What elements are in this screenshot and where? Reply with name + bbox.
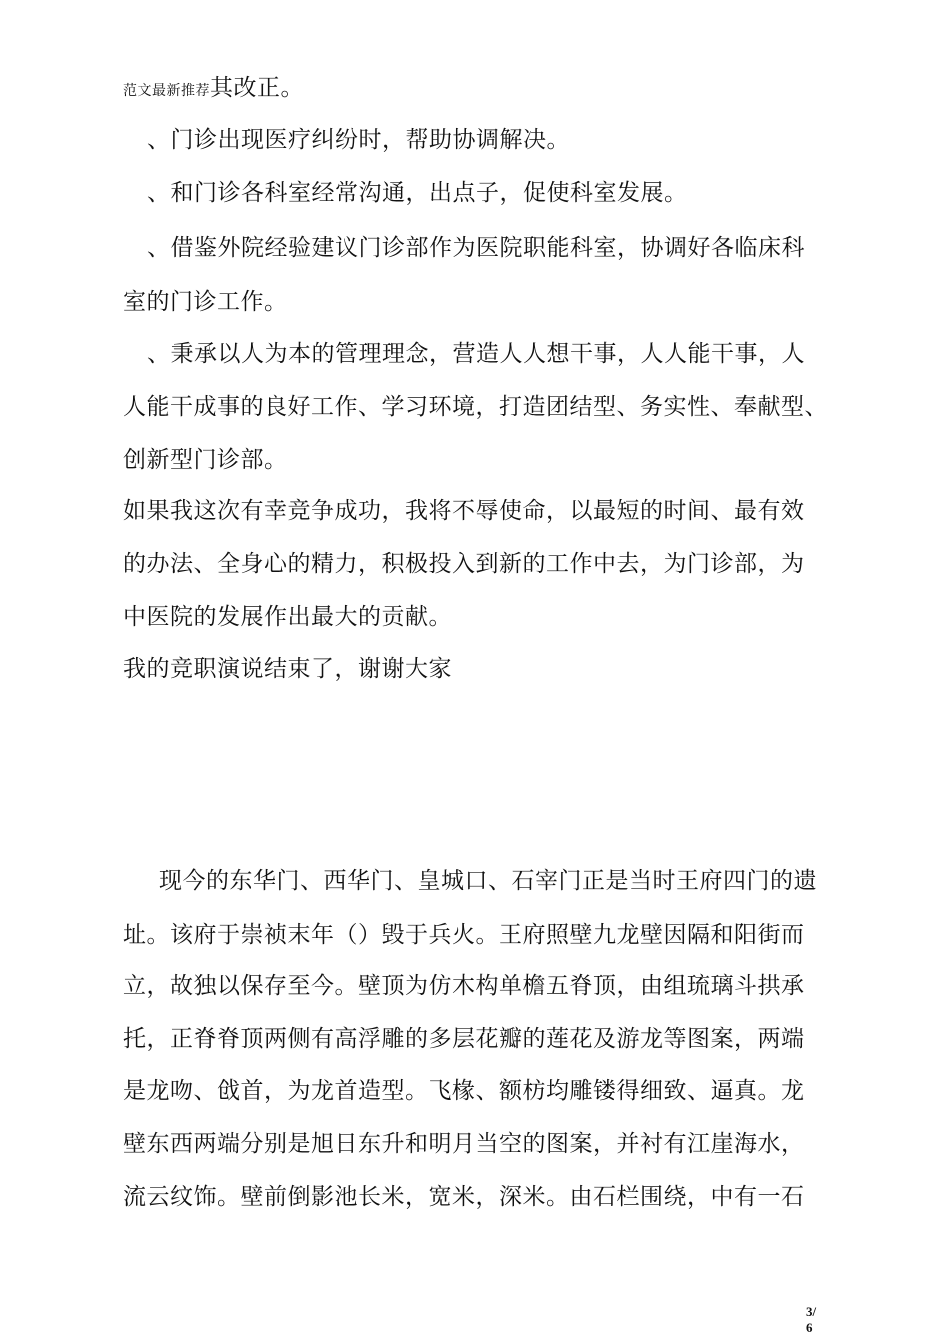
paragraph-line: 创新型门诊部。 [123, 447, 288, 473]
page-number-current: 3/ [806, 1304, 817, 1319]
paragraph-line: 现今的东华门、西华门、皇城口、石宰门正是当时王府四门的遗 [159, 868, 817, 894]
paragraph-line: 、门诊出现医疗纠纷时，帮助协调解决。 [147, 127, 570, 153]
paragraph-line: 是龙吻、戗首，为龙首造型。飞椽、额枋均雕镂得细致、逼真。龙 [123, 1078, 805, 1104]
header-tag: 范文最新推荐 [123, 83, 210, 99]
paragraph-line: 流云纹饰。壁前倒影池长米，宽米，深米。由石栏围绕，中有一石 [123, 1184, 805, 1210]
paragraph-line: 如果我这次有幸竞争成功，我将不辱使命，以最短的时间、最有效 [123, 498, 805, 524]
paragraph-line: 立，故独以保存至今。壁顶为仿木构单檐五脊顶，由组琉璃斗拱承 [123, 973, 805, 999]
page-number-total: 6 [806, 1320, 813, 1335]
paragraph-line: 室的门诊工作。 [123, 289, 288, 315]
paragraph-line: 中医院的发展作出最大的贡献。 [123, 604, 452, 630]
header-line [123, 73, 304, 106]
header-continuation: 其改正。 [210, 75, 304, 101]
paragraph-line: 我的竞职演说结束了，谢谢大家 [123, 656, 452, 682]
page-number [806, 1304, 816, 1336]
paragraph-line: 、和门诊各科室经常沟通，出点子，促使科室发展。 [147, 180, 688, 206]
paragraph-line: 托，正脊脊顶两侧有高浮雕的多层花瓣的莲花及游龙等图案，两端 [123, 1026, 805, 1052]
paragraph-line: 的办法、全身心的精力，积极投入到新的工作中去，为门诊部，为 [123, 551, 805, 577]
paragraph-line: 壁东西两端分别是旭日东升和明月当空的图案，并衬有江崖海水， [123, 1131, 805, 1157]
paragraph-line: 、秉承以人为本的管理理念，营造人人想干事，人人能干事，人 [147, 341, 805, 367]
paragraph-line: 人能干成事的良好工作、学习环境，打造团结型、务实性、奉献型、 [123, 394, 828, 420]
paragraph-line: 、借鉴外院经验建议门诊部作为医院职能科室，协调好各临床科 [147, 235, 805, 261]
paragraph-line: 址。该府于崇祯末年（）毁于兵火。王府照壁九龙壁因隔和阳街而 [123, 922, 805, 948]
